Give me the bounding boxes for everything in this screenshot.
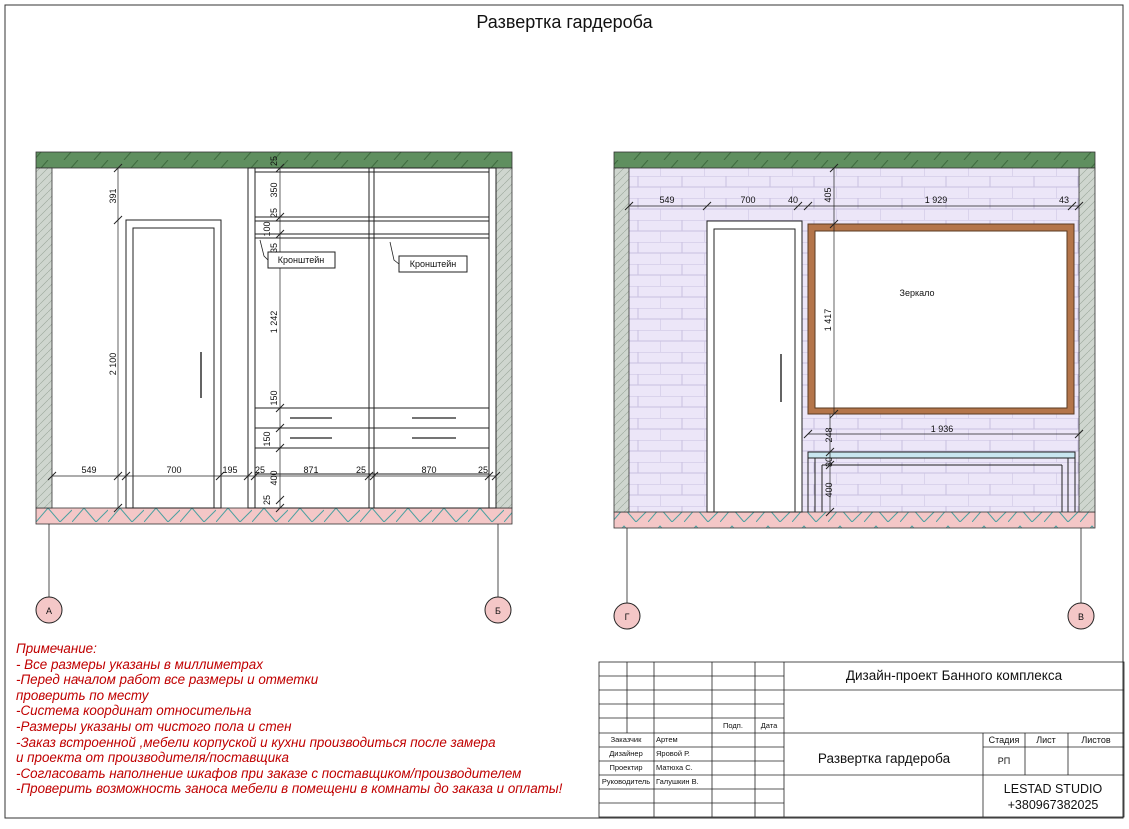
sheet-name: Развертка гардероба <box>817 751 951 766</box>
elevation-right <box>614 152 1095 629</box>
axis-label: А <box>45 606 53 616</box>
floor-slab <box>614 512 1095 528</box>
dim-text: 150 <box>262 431 272 447</box>
axis-label: Б <box>495 606 501 616</box>
dim-text: 2 100 <box>108 352 118 376</box>
dim-text: 248 <box>824 427 834 443</box>
studio-name: LESTAD STUDIO <box>1003 782 1103 796</box>
dim-text: 35 <box>269 242 279 254</box>
callout-label: Кронштейн <box>277 255 325 265</box>
notes-heading: Примечание: <box>16 641 97 656</box>
dim-text: 549 <box>81 465 97 475</box>
note-line: -Заказ встроенной ,мебели корпуской и кухни производиться после замера <box>16 734 496 750</box>
callout-label: Кронштейн <box>409 259 457 269</box>
dim-text: 30 <box>824 456 834 468</box>
dim-text: 700 <box>166 465 182 475</box>
note-line: проверить по месту <box>16 687 149 703</box>
dim-text: 405 <box>823 187 833 203</box>
axis-label: В <box>1077 612 1085 622</box>
sheets-header: Листов <box>1081 735 1111 745</box>
date-header: Дата <box>760 721 778 730</box>
stage-value: РП <box>997 756 1011 766</box>
mirror-label: Зеркало <box>899 288 935 298</box>
sheet-title: Развертка гардероба <box>476 12 653 32</box>
notes-block <box>16 641 606 797</box>
dim-text: 25 <box>269 207 279 219</box>
dim-text: 400 <box>824 482 834 498</box>
bench-top <box>808 452 1075 458</box>
role-label: Дизайнер <box>609 749 643 758</box>
wardrobe-body <box>248 168 496 508</box>
door-leaf <box>714 229 795 512</box>
note-line: -Размеры указаны от чистого пола и стен <box>16 718 292 734</box>
project-name: Дизайн-проект Банного комплекса <box>845 668 1063 683</box>
dim-text: 400 <box>269 470 279 486</box>
dim-text: 870 <box>421 465 437 475</box>
floor-slab <box>36 508 512 524</box>
studio-phone: +380967382025 <box>1007 798 1099 812</box>
note-line: -Перед началом работ все размеры и отметки <box>16 672 319 688</box>
dim-text: 391 <box>108 188 118 204</box>
dim-text: 43 <box>1058 195 1070 205</box>
dim-text: 700 <box>740 195 756 205</box>
note-line: -Система координат относительна <box>16 703 252 719</box>
dim-text: 25 <box>477 465 489 475</box>
wall-left <box>36 168 52 508</box>
dim-text: 40 <box>787 195 799 205</box>
dim-text: 195 <box>222 465 238 475</box>
note-line: и проекта от производителя/поставщика <box>16 750 289 766</box>
ceiling-slab <box>614 152 1095 168</box>
stage-header: Стадия <box>988 735 1020 745</box>
dim-text: 549 <box>659 195 675 205</box>
sheet-header: Лист <box>1036 735 1056 745</box>
wall-right <box>496 168 512 508</box>
dim-text: 100 <box>262 221 272 237</box>
dim-text: 25 <box>269 155 279 167</box>
note-line: -Согласовать наполнение шкафов при заказе с поставщиком/производителем <box>16 765 522 781</box>
dim-text: 25 <box>262 494 272 506</box>
sign-header: Подп. <box>723 721 743 730</box>
role-label: Проектир <box>609 763 643 772</box>
role-name: Яровой Р. <box>656 749 690 758</box>
role-name: Галушкин В. <box>656 777 699 786</box>
role-name: Артем <box>656 735 678 744</box>
note-line: -Проверить возможность заноса мебели в помещени в комнаты до заказа и оплаты! <box>16 781 563 797</box>
role-label: Руководитель <box>601 777 651 786</box>
dim-text: 1 417 <box>823 308 833 332</box>
wall-left <box>614 168 629 512</box>
axis-label: Г <box>624 612 630 622</box>
role-label: Заказчик <box>610 735 642 744</box>
dim-text: 350 <box>269 182 279 198</box>
dim-text: 1 936 <box>930 424 954 434</box>
role-name: Матюха С. <box>656 763 693 772</box>
note-line: - Все размеры указаны в миллиметрах <box>16 656 263 672</box>
mirror <box>815 231 1067 408</box>
dim-text: 1 929 <box>924 195 948 205</box>
dim-text: 25 <box>355 465 367 475</box>
wall-right <box>1079 168 1095 512</box>
dim-text: 1 242 <box>269 310 279 334</box>
dim-text: 150 <box>269 390 279 406</box>
dim-text: 25 <box>254 465 266 475</box>
dim-text: 871 <box>303 465 319 475</box>
elevation-left <box>36 152 512 623</box>
